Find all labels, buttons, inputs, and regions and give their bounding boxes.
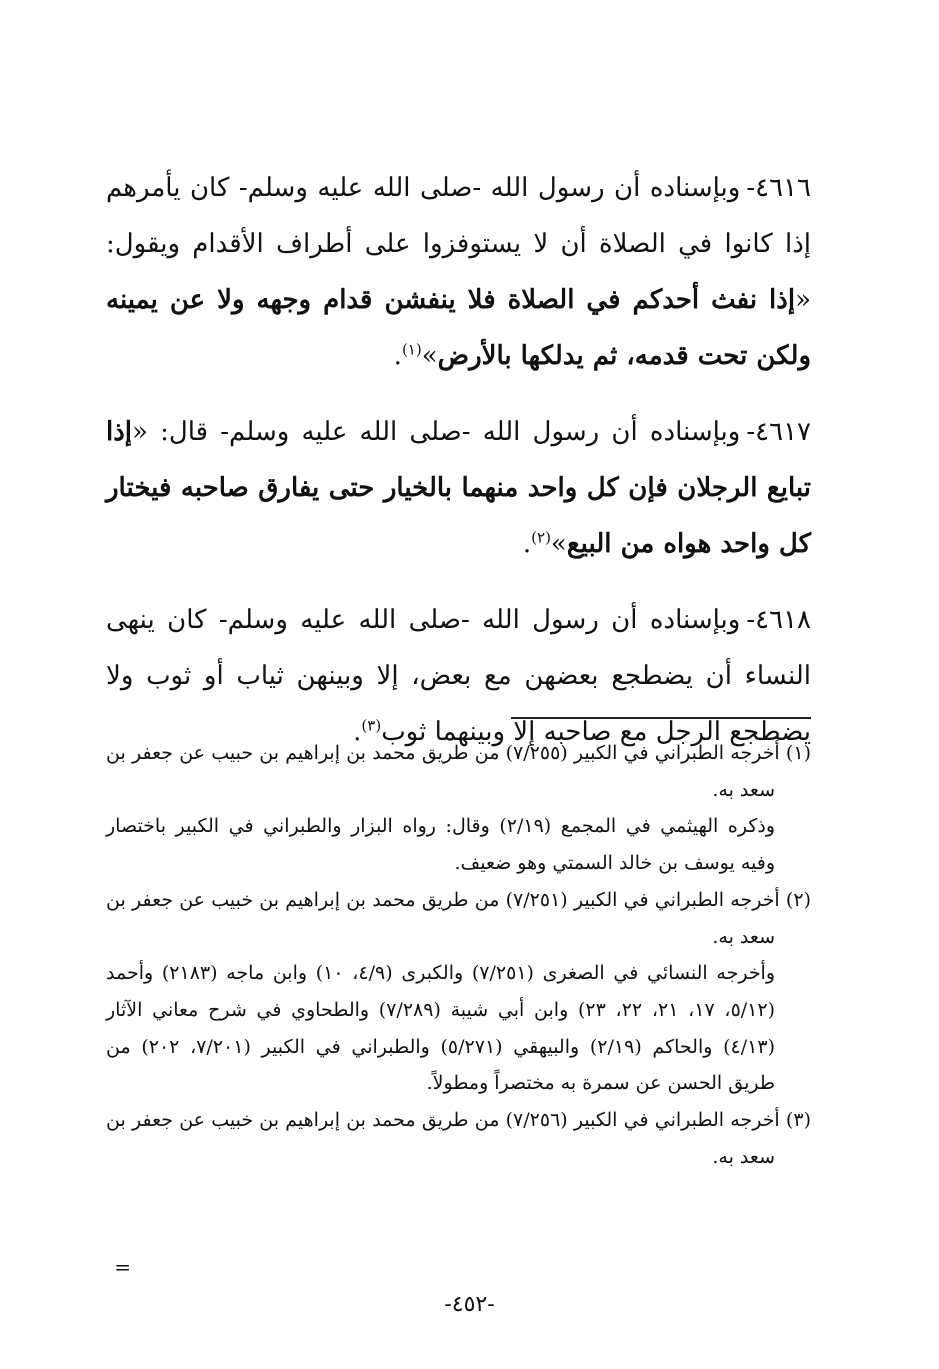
footnote-ref[interactable]: (١) [401,340,422,359]
continuation-mark: = [114,1255,131,1279]
footnote-2-continuation: وأخرجه النسائي في الصغرى (٧/٢٥١) والكبرى (٤/٩، ١٠) وابن ماجه (٢١٨٣) وأحمد (٥/١٢، ١٧، ٢١، ٢٢، ٢٣) وابن أبي شيبة (٧/٢٨٩) والطحاوي في شرح معاني الآثار (٤/١٣) والحاكم (٢/١٩) والبيهقي (٥/٢٧١) والطبراني في الكبير (٧/٢٠١، ٢٠٢) من طريق الحسن عن سمرة به مختصراً ومطولاً. [106,962,776,1095]
hadith-quote: إذا تبايع الرجلان فإن كل واحد منهما بالخيار حتى يفارق صاحبه فيختار كل واحد هواه من البيع [106,417,811,559]
hadith-text: وبإسناده أن رسول الله -صلى الله عليه وسلم- كان ينهى النساء أن يضطجع بعضهن مع بعض، إلا وبينهن ثياب أو ثوب ولا يضطجع الرجل مع صاحبه إلا وبينهما ثوب [106,605,811,747]
quote-close: » [550,529,567,559]
main-text [106,160,811,780]
footnote-1-continuation: وذكره الهيثمي في المجمع (٢/١٩) وقال: رواه البزار والطبراني في الكبير باختصار وفيه يوسف بن خالد السمتي وهو ضعيف. [106,815,776,875]
hadith-text: وبإسناده أن رسول الله -صلى الله عليه وسلم- كان يأمرهم إذا كانوا في الصلاة أن لا يستوفزوا على أطراف الأقدام ويقول: « [106,173,811,315]
hadith-4616 [106,160,811,384]
hadith-end: . [393,341,402,371]
hadith-number: ٤٦١٨- [746,605,811,635]
footnote-divider [511,717,811,719]
hadith-end: . [522,529,532,559]
footnote-ref[interactable]: (٢) [531,528,551,547]
hadith-number: ٤٦١٦- [746,173,811,203]
footnote-2: (٢) أخرجه الطبراني في الكبير (٧/٢٥١) من طريق محمد بن إبراهيم بن خبيب عن جعفر بن سعد به. [106,888,811,948]
footnote-1: (١) أخرجه الطبراني في الكبير (٧/٢٥٥) من طريق محمد بن إبراهيم بن حبيب عن جعفر بن سعد به. [106,742,811,801]
footnotes [106,735,811,1175]
hadith-quote: إذا نفث أحدكم في الصلاة فلا ينفشن قدام وجهه ولا عن يمينه ولكن تحت قدمه، ثم يدلكها بالأرض [106,285,811,371]
quote-close: » [421,341,438,371]
footnote-3: (٣) أخرجه الطبراني في الكبير (٧/٢٥٦) من طريق محمد بن إبراهيم بن خبيب عن جعفر بن سعد به. [106,1109,811,1168]
hadith-4617 [106,404,811,572]
hadith-end: . [353,717,362,747]
page-number: -٤٥٢- [444,1292,495,1317]
hadith-number: ٤٦١٧- [746,417,811,447]
footnote-ref[interactable]: (٣) [361,716,382,735]
hadith-text: وبإسناده أن رسول الله -صلى الله عليه وسلم- قال: « [132,417,741,447]
